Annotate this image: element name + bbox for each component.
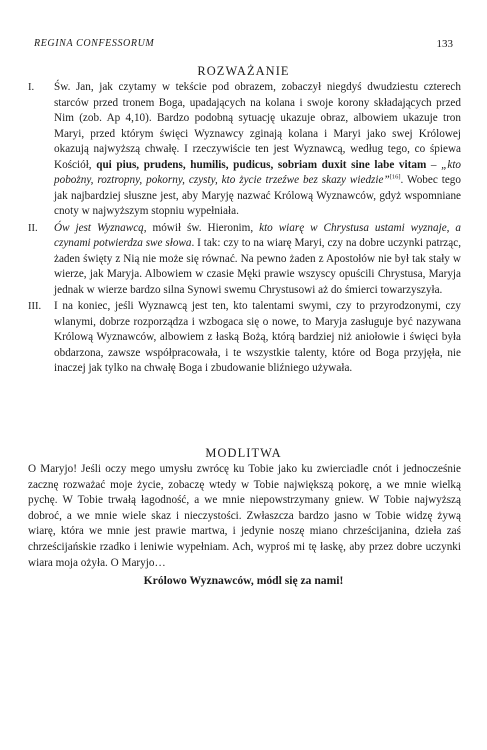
item-number: III. (28, 301, 42, 312)
running-header: REGINA CONFESSORUM (34, 38, 155, 49)
meditation-item-2 (28, 221, 461, 299)
footnote-ref: [16] (389, 173, 401, 181)
prayer-text: O Maryjo! Jeśli oczy mego umysłu zwrócę ku Tobie jako ku zwierciadle cnót i jednocześnie zacznę rozważać moje życie, zobaczę wtedy w Tobie największą pokorę, a we mnie wielką pychę. W Tobie trwałą łagodność, a we mnie niepowstrzymany gniew. W Tobie najwyższą dobroć, a we mnie wiele skaz i nieczystości. Zwłaszcza bardzo jasno w Tobie widzę żywą wiarę, która we mnie jest prawie martwa, i jedynie noszę miano chrześcijanina, dzieła zaś chrześcijańskie rzadko i leniwie wypełniam. Ach, wyproś mi tę łaskę, aby przez dobre uczynki wiara moja ożyła. O Maryjo… (28, 463, 461, 569)
quote-1: Ów jest Wyznawcą (54, 221, 144, 234)
prayer-heading: MODLITWA (205, 446, 282, 460)
dash: – (426, 158, 442, 171)
item-text: Św. Jan, jak czytamy w tekście pod obrazem, zobaczył niegdyś dwudziestu czterech starców przed tronem Boga, upadających na kolana i swoje korony składających przed Nim (zob. Ap 4,10). Bardzo podobną sytuację ukazuje obraz, albowiem ukazuje tron Maryi, przed którym święci Wyznawcy zginają kolana i Maryi jako swej Królowej okazują najwyższą chwałę. I rzeczywiście ten jest Wyznawcą, według tego, co śpiewa Kościół, (54, 81, 461, 171)
page-number: 133 (436, 38, 453, 50)
translation-quote: „kto pobożny, roztropny, pokorny, czysty, kto życie trzeźwe bez skazy wiedzie” (54, 158, 462, 186)
meditation-item-3 (28, 299, 461, 377)
item-number: II. (28, 222, 38, 234)
closing-invocation: Królowo Wyznawców, módl się za nami! (143, 574, 344, 587)
item-text: I na koniec, jeśli Wyznawcą jest ten, kto talentami swymi, czy to przyrodzonymi, czy wlanymi, dobrze rozporządza i wzbogaca się o nowe, to Maryja zasługuje być nazywana Królową Wyznawców, albowiem z łaską Bożą, którą bardziej niż aniołowie i święci była obdarzona, zawsze współpracowała, i te wszystkie talenty, które od Boga przyjęła, nie inaczej jak tylko na chwałę Boga i zbudowanie bliźniego używała. (54, 300, 461, 374)
item-text: , mówił św. Hieronim, (143, 221, 260, 234)
meditation-item-1 (28, 80, 461, 220)
meditation-heading: ROZWAŻANIE (197, 64, 290, 78)
meditation-list (28, 80, 461, 377)
quote-2: kto wiarę w Chrystusa ustami wyznaje, a czynami potwierdza swe słowa (54, 221, 461, 249)
item-number: I. (28, 82, 35, 93)
item-text: . I tak: czy to na wiarę Maryi, czy na dobre uczynki patrząc, żaden święty z Nią nie może się równać. Na pewno żaden z Apostołów nie był tak stały w wierze, jak Maryja. Albowiem w czasie Męki prawie wszyscy opuścili Chrystusa, Maryja jednak w wierze bardzo silna Synowi swemu Chrystusowi aż do śmierci towarzyszyła. (54, 237, 461, 296)
item-text: . Wobec tego jak najbardziej słuszne jest, aby Maryję nazwać Królową Wyznawców, gdyż wspomniane cnoty w najwyższym stopniu wypełniała. (54, 174, 461, 217)
latin-quote: qui pius, prudens, humilis, pudicus, sobriam duxit sine labe vitam (96, 158, 427, 171)
